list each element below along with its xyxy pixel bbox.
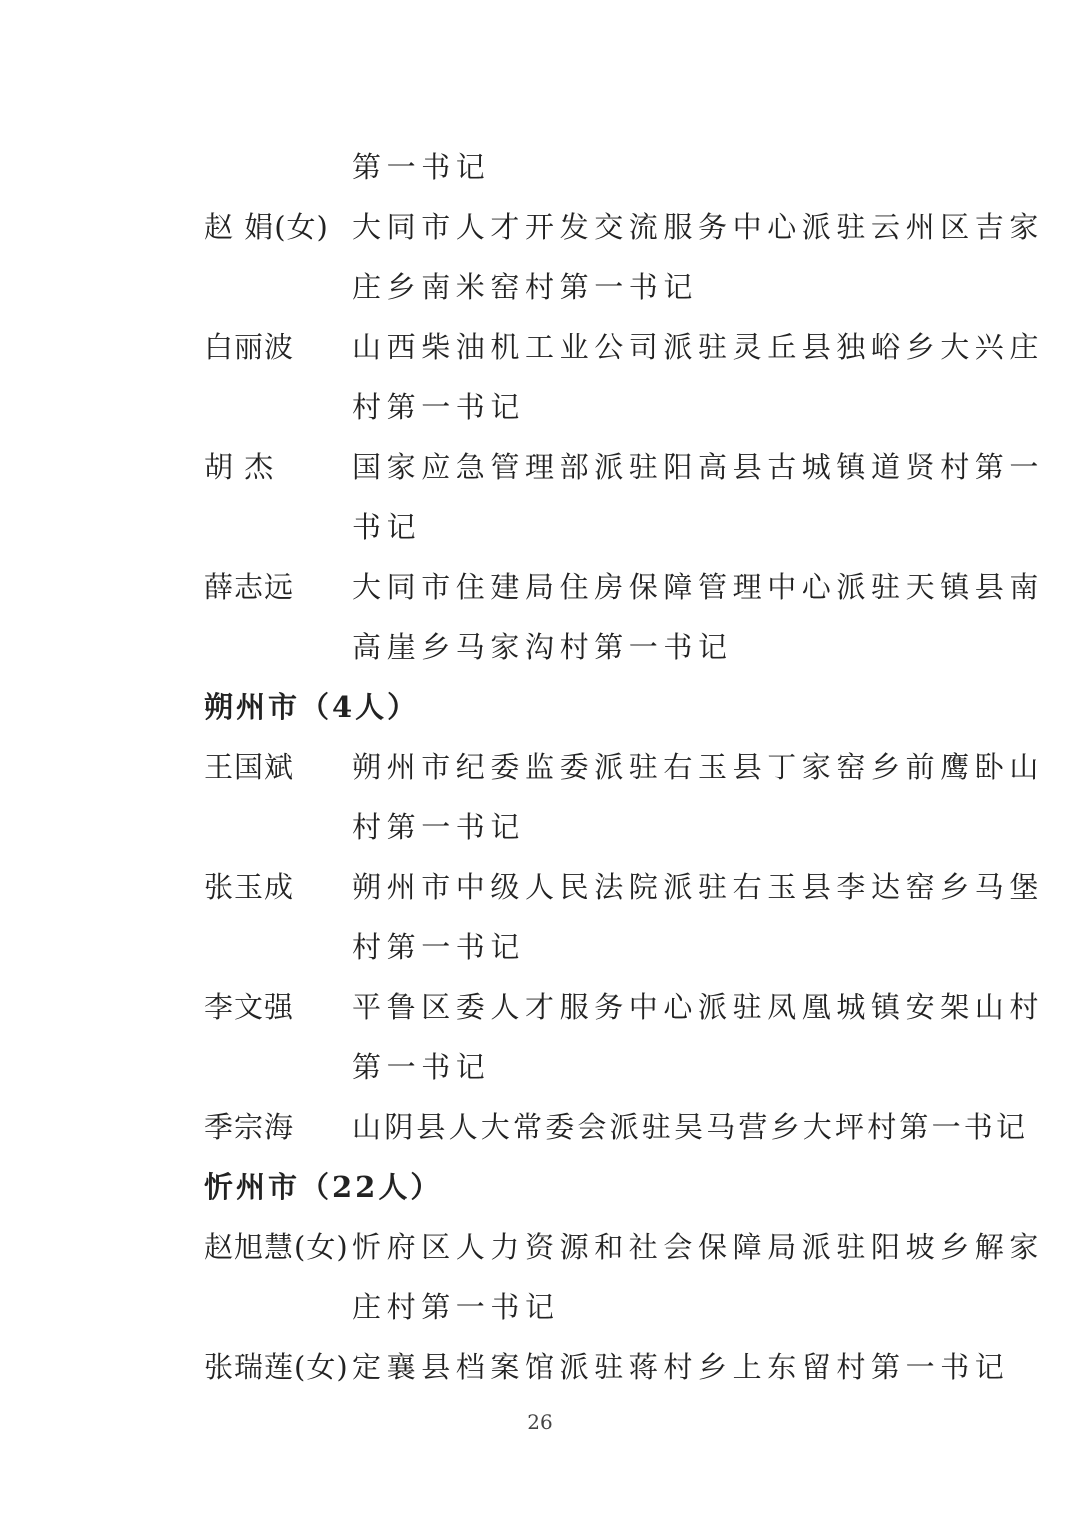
person-name: 赵旭慧(女) (204, 1230, 349, 1264)
duty-text: 大同市住建局住房保障管理中心派驻天镇县南 (352, 570, 1045, 604)
person-name: 季宗海 (204, 1110, 295, 1144)
duty-text: 忻府区人力资源和社会保障局派驻阳坡乡解家 (352, 1230, 1045, 1264)
duty-text: 村第一书记 (352, 930, 526, 964)
person-name: 张瑞莲(女) (204, 1350, 349, 1384)
person-name: 李文强 (204, 990, 295, 1024)
duty-text: 山西柴油机工业公司派驻灵丘县独峪乡大兴庄 (352, 330, 1045, 364)
duty-text: 书记 (352, 510, 422, 544)
duty-text: 大同市人才开发交流服务中心派驻云州区吉家 (352, 210, 1045, 244)
duty-text: 庄乡南米窑村第一书记 (352, 270, 699, 304)
duty-text: 村第一书记 (352, 390, 526, 424)
person-name: 赵 娟(女) (204, 210, 329, 244)
duty-text: 平鲁区委人才服务中心派驻凤凰城镇安架山村 (352, 990, 1045, 1024)
duty-text: 村第一书记 (352, 810, 526, 844)
person-name: 胡 杰 (204, 450, 275, 484)
person-name: 张玉成 (204, 870, 295, 904)
duty-text: 朔州市纪委监委派驻右玉县丁家窑乡前鹰卧山 (352, 750, 1045, 784)
person-name: 白丽波 (204, 330, 295, 364)
duty-text: 国家应急管理部派驻阳高县古城镇道贤村第一 (352, 450, 1045, 484)
duty-text: 朔州市中级人民法院派驻右玉县李达窑乡马堡 (352, 870, 1045, 904)
duty-text: 第一书记 (352, 150, 491, 184)
duty-text: 庄村第一书记 (352, 1290, 560, 1324)
duty-text: 高崖乡马家沟村第一书记 (352, 630, 733, 664)
section-heading: 忻州市（22人） (204, 1170, 443, 1204)
duty-text: 山阴县人大常委会派驻吴马营乡大坪村第一书记 (352, 1110, 1029, 1144)
page-number: 26 (527, 1410, 553, 1434)
person-name: 薛志远 (204, 570, 295, 604)
duty-text: 定襄县档案馆派驻蒋村乡上东留村第一书记 (352, 1350, 1010, 1384)
duty-text: 第一书记 (352, 1050, 491, 1084)
person-name: 王国斌 (204, 750, 295, 784)
section-heading: 朔州市（4人） (204, 690, 420, 724)
